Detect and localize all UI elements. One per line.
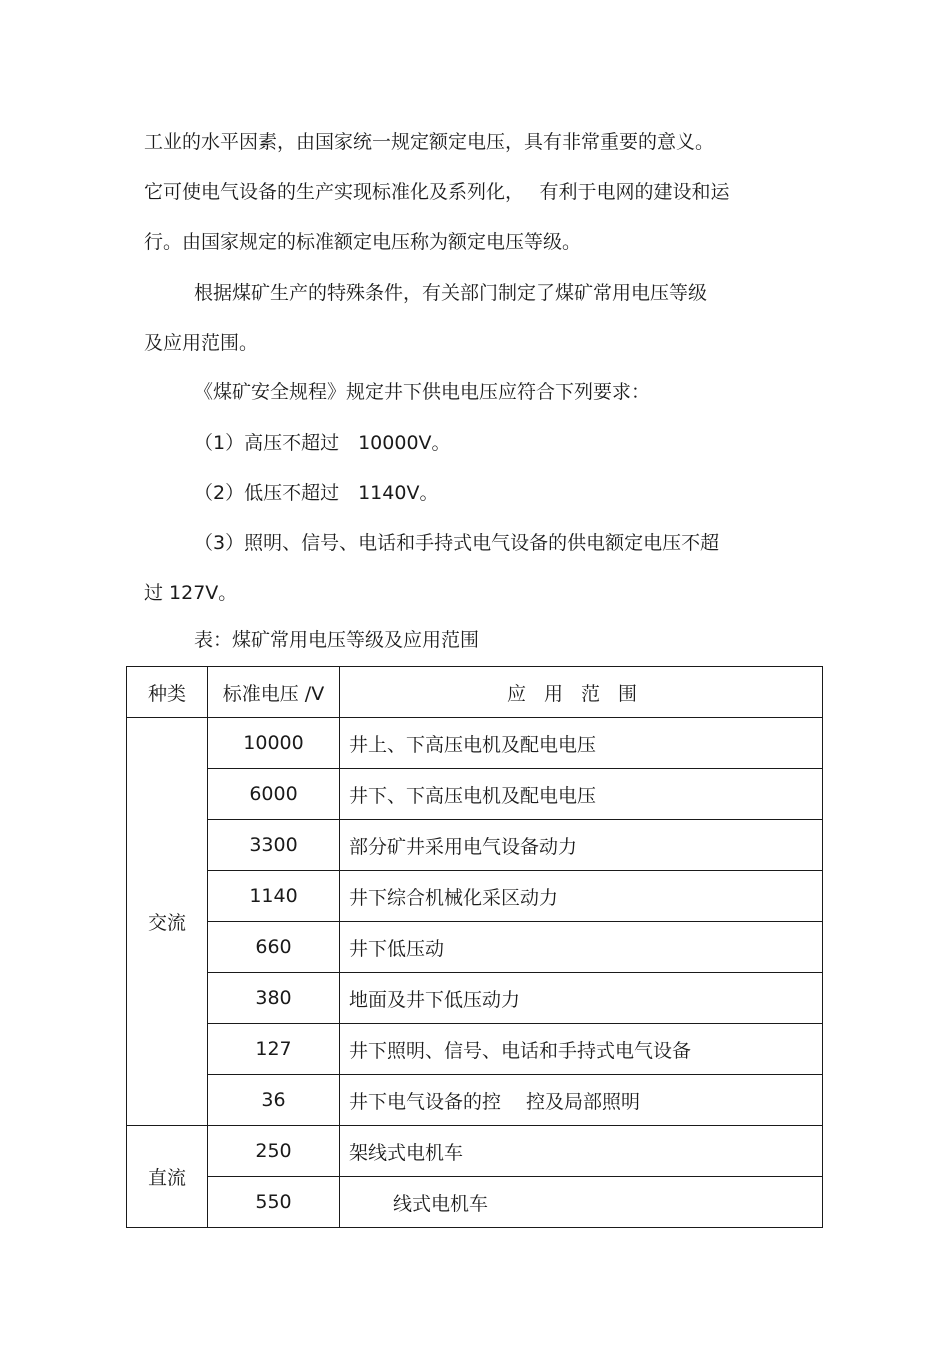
voltage-cell: 660	[208, 922, 340, 973]
list-item: （2）低压不超过 1140V。	[194, 482, 439, 504]
range-cell: 部分矿井采用电气设备动力	[340, 820, 823, 871]
paragraph-line: 过 127V。	[144, 582, 238, 604]
voltage-cell: 10000	[208, 718, 340, 769]
paragraph-line: 《煤矿安全规程》规定井下供电电压应符合下列要求：	[194, 381, 651, 403]
table-row	[127, 871, 823, 922]
list-item: （3）照明、信号、电话和手持式电气设备的供电额定电压不超	[194, 532, 720, 554]
range-cell: 架线式电机车	[340, 1126, 823, 1177]
paragraph-line: 行。由国家规定的标准额定电压称为额定电压等级。	[144, 231, 582, 253]
table-row	[127, 1126, 823, 1177]
table-row	[127, 973, 823, 1024]
range-cell: 井下照明、信号、电话和手持式电气设备	[340, 1024, 823, 1075]
voltage-table	[126, 666, 823, 1228]
header-kind: 种类	[127, 667, 208, 718]
table-row	[127, 922, 823, 973]
table-row	[127, 1177, 823, 1228]
table-row	[127, 718, 823, 769]
list-item: （1）高压不超过 10000V。	[194, 432, 451, 454]
range-cell: 井下低压动	[340, 922, 823, 973]
range-cell: 井下综合机械化采区动力	[340, 871, 823, 922]
paragraph-line: 根据煤矿生产的特殊条件，有关部门制定了煤矿常用电压等级	[194, 282, 708, 304]
voltage-cell: 250	[208, 1126, 340, 1177]
voltage-cell: 1140	[208, 871, 340, 922]
header-range	[340, 667, 823, 718]
table-row	[127, 1075, 823, 1126]
voltage-cell: 127	[208, 1024, 340, 1075]
range-cell: 井下电气设备的控 控及局部照明	[340, 1075, 823, 1126]
table-header-row	[127, 667, 823, 718]
voltage-cell: 550	[208, 1177, 340, 1228]
header-voltage: 标准电压 /V	[208, 667, 340, 718]
voltage-cell: 36	[208, 1075, 340, 1126]
range-cell: 井下、下高压电机及配电电压	[340, 769, 823, 820]
paragraph-line: 工业的水平因素，由国家统一规定额定电压，具有非常重要的意义。	[144, 131, 715, 153]
range-cell: 线式电机车	[340, 1177, 823, 1228]
kind-cell-ac: 交流	[127, 718, 208, 1126]
table-row	[127, 1024, 823, 1075]
range-cell: 地面及井下低压动力	[340, 973, 823, 1024]
voltage-cell: 380	[208, 973, 340, 1024]
range-cell: 井上、下高压电机及配电电压	[340, 718, 823, 769]
voltage-cell: 6000	[208, 769, 340, 820]
table-caption: 表：煤矿常用电压等级及应用范围	[194, 629, 480, 651]
paragraph-line: 它可使电气设备的生产实现标准化及系列化， 有利于电网的建设和运	[144, 181, 730, 203]
paragraph-line: 及应用范围。	[144, 332, 259, 354]
table-row	[127, 820, 823, 871]
voltage-cell: 3300	[208, 820, 340, 871]
header-range-label: 应用范围	[506, 682, 655, 705]
table-row	[127, 769, 823, 820]
kind-cell-dc: 直流	[127, 1126, 208, 1228]
